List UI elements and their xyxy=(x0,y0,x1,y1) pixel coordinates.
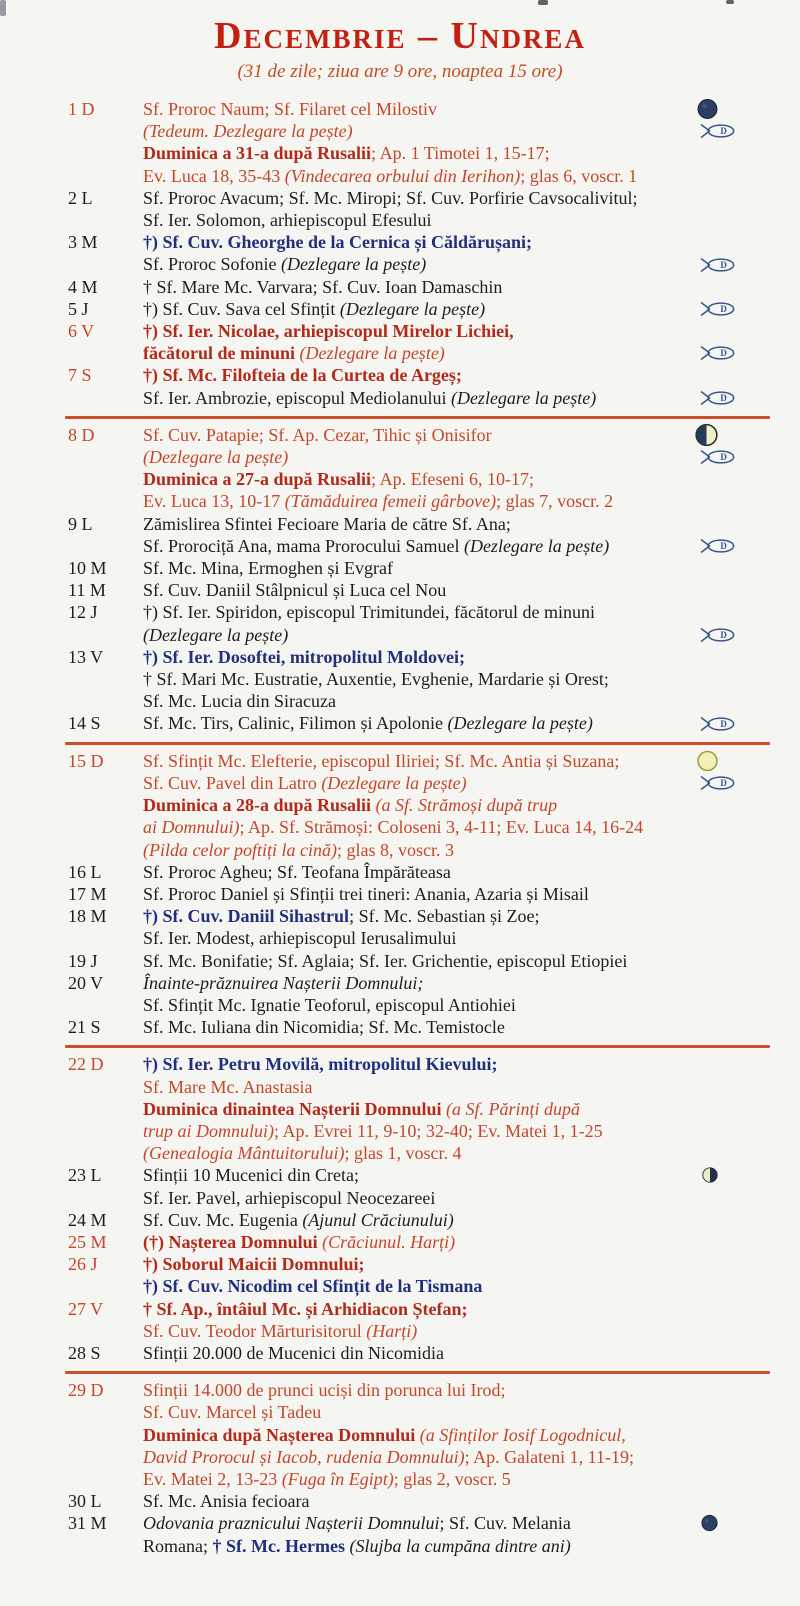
calendar-day-row-7 xyxy=(65,364,770,408)
text-segment: † Sf. Mari Mc. Eustratie, Auxentie, Evghenie, Mardarie și Orest; xyxy=(143,669,609,690)
feast-line xyxy=(143,1231,770,1253)
text-segment: (Ajunul Crăciunului) xyxy=(302,1209,454,1230)
feast-line xyxy=(143,839,770,861)
text-segment: Sfinții 14.000 de prunci uciși din porunca lui Irod; xyxy=(143,1380,506,1401)
feast-line xyxy=(143,772,770,794)
text-segment: Sf. Prorociță Ana, mama Prorocului Samuel xyxy=(143,535,464,556)
feast-line xyxy=(143,1490,770,1512)
text-segment: Sf. Mare Mc. Anastasia xyxy=(143,1076,313,1097)
day-number-label: 20 V xyxy=(68,972,104,993)
text-segment: ; Ap. Evrei 11, 9-10; 32-40; Ev. Matei 1, 1-25 xyxy=(274,1120,603,1141)
day-feast-lines xyxy=(143,1053,770,1164)
fish-icon xyxy=(700,123,738,140)
text-segment: (Slujba la cumpăna dintre ani) xyxy=(349,1535,571,1556)
day-number-label: 29 D xyxy=(68,1380,104,1401)
text-segment: †) Sf. Cuv. Gheorghe de la Cernica și Căldărușani; xyxy=(143,232,533,253)
calendar-day-row-8 xyxy=(65,424,770,513)
text-segment: † Sf. Mc. Hermes xyxy=(212,1535,350,1556)
week-separator xyxy=(65,1045,770,1048)
day-number-label: 2 L xyxy=(68,187,93,208)
day-feast-lines xyxy=(143,1164,770,1208)
calendar-day-row-27 xyxy=(65,1298,770,1342)
feast-line xyxy=(143,1535,770,1557)
day-feast-lines xyxy=(143,98,770,187)
day-feast-lines xyxy=(143,1490,770,1512)
feast-line xyxy=(143,712,770,734)
text-segment: făcătorul de minuni xyxy=(143,343,300,364)
feast-line xyxy=(143,364,770,386)
feast-line xyxy=(143,424,770,446)
calendar-day-row-3 xyxy=(65,231,770,275)
day-feast-lines xyxy=(143,1512,770,1556)
text-segment: Sfinții 10 Mucenici din Creta; xyxy=(143,1165,359,1186)
feast-line xyxy=(143,165,770,187)
moon-phase-icon xyxy=(697,99,718,120)
day-feast-lines xyxy=(143,557,770,579)
week-separator xyxy=(65,742,770,745)
fish-icon xyxy=(700,449,738,466)
moon-phase-icon xyxy=(701,1515,718,1532)
text-segment: Romana; xyxy=(143,1535,213,1556)
text-segment: Înainte-prăznuirea Nașterii Domnului; xyxy=(143,972,424,993)
feast-line xyxy=(143,950,770,972)
feast-line xyxy=(143,1187,770,1209)
day-feast-lines xyxy=(143,950,770,972)
day-number-label: 18 M xyxy=(68,906,107,927)
feast-line xyxy=(143,1076,770,1098)
feast-line xyxy=(143,579,770,601)
text-segment: Duminica după Nașterea Domnului xyxy=(143,1424,420,1445)
calendar-day-row-1 xyxy=(65,98,770,187)
text-segment: Sf. Proroc Agheu; Sf. Teofana Împărăteasa xyxy=(143,861,451,882)
day-number-label: 17 M xyxy=(68,883,107,904)
calendar-day-row-10 xyxy=(65,557,770,579)
day-feast-lines xyxy=(143,750,770,861)
day-feast-lines xyxy=(143,646,770,713)
day-feast-lines xyxy=(143,1209,770,1231)
feast-line xyxy=(143,1379,770,1401)
feast-line xyxy=(143,513,770,535)
fish-icon xyxy=(700,389,738,406)
calendar-day-row-17 xyxy=(65,883,770,905)
text-segment: ; Ap. Galateni 1, 11-19; xyxy=(464,1446,634,1467)
calendar-day-row-15 xyxy=(65,750,770,861)
calendar-day-row-13 xyxy=(65,646,770,713)
calendar-day-row-26 xyxy=(65,1253,770,1297)
feast-line xyxy=(143,1446,770,1468)
day-number-label: 6 V xyxy=(68,321,95,342)
feast-line xyxy=(143,535,770,557)
day-feast-lines xyxy=(143,1253,770,1297)
text-segment: Duminica a 31-a după Rusalii xyxy=(143,143,372,164)
text-segment: (Dezlegare la pește) xyxy=(143,447,289,468)
day-number-label: 26 J xyxy=(68,1254,98,1275)
text-segment: ai Domnului) xyxy=(143,817,240,838)
text-segment: ; glas 8, voscr. 3 xyxy=(336,839,454,860)
text-segment: ; Ap. Sf. Strămoși: Coloseni 3, 4-11; Ev. Luca 14, 16-24 xyxy=(239,817,644,838)
text-segment: ; Sf. Cuv. Melania xyxy=(439,1513,571,1534)
day-feast-lines xyxy=(143,513,770,557)
text-segment: (Genealogia Mântuitorului) xyxy=(143,1143,345,1164)
day-number-label: 22 D xyxy=(68,1054,104,1075)
calendar-header xyxy=(0,0,800,84)
feast-line xyxy=(143,883,770,905)
calendar-day-row-28 xyxy=(65,1342,770,1364)
text-segment: † Sf. Mare Mc. Varvara; Sf. Cuv. Ioan Damaschin xyxy=(143,276,503,297)
text-segment: † Sf. Ap., întâiul Mc. și Arhidiacon Ștefan; xyxy=(143,1298,468,1319)
day-number-label: 16 L xyxy=(68,861,102,882)
svg-text:D: D xyxy=(720,718,727,729)
feast-line xyxy=(143,972,770,994)
text-segment: Sf. Mc. Lucia din Siracuza xyxy=(143,691,336,712)
feast-line xyxy=(143,98,770,120)
text-segment: †) Sf. Cuv. Sava cel Sfințit xyxy=(143,298,340,319)
text-segment: Sf. Cuv. Pavel din Latro xyxy=(143,772,322,793)
month-subtitle: (31 de zile; ziua are 9 ore, noaptea 15 ore) xyxy=(237,61,563,82)
calendar-day-row-25 xyxy=(65,1231,770,1253)
text-segment: Sf. Sfințit Mc. Ignatie Teoforul, episcopul Antiohiei xyxy=(143,994,516,1015)
text-segment: Sf. Mc. Mina, Ermoghen și Evgraf xyxy=(143,558,393,579)
day-number-label: 3 M xyxy=(68,232,98,253)
svg-text:D: D xyxy=(720,452,727,463)
day-number-label: 27 V xyxy=(68,1298,104,1319)
day-feast-lines xyxy=(143,298,770,320)
feast-line xyxy=(143,120,770,142)
feast-line xyxy=(143,490,770,512)
text-segment: Duminica a 28-a după Rusalii xyxy=(143,795,376,816)
day-number-label: 11 M xyxy=(68,580,106,601)
text-segment: Ev. Luca 18, 35-43 xyxy=(143,165,285,186)
feast-line xyxy=(143,1164,770,1186)
feast-line xyxy=(143,624,770,646)
day-feast-lines xyxy=(143,1016,770,1038)
calendar-day-row-9 xyxy=(65,513,770,557)
text-segment: (Tedeum. Dezlegare la pește) xyxy=(143,121,353,142)
text-segment: trup ai Domnului) xyxy=(143,1120,275,1141)
text-segment: ; glas 6, voscr. 1 xyxy=(520,165,638,186)
text-segment: David Prorocul și Iacob, rudenia Domnului) xyxy=(143,1446,465,1467)
text-segment: Sf. Proroc Sofonie xyxy=(143,254,281,275)
week-separator xyxy=(65,416,770,419)
text-segment: Zămislirea Sfintei Fecioare Maria de către Sf. Ana; xyxy=(143,513,511,534)
day-feast-lines xyxy=(143,424,770,513)
feast-line xyxy=(143,231,770,253)
text-segment: Sf. Proroc Daniel și Sfinții trei tineri: Anania, Azaria și Misail xyxy=(143,883,589,904)
day-feast-lines xyxy=(143,276,770,298)
feast-line xyxy=(143,446,770,468)
day-number-label: 13 V xyxy=(68,646,104,667)
day-number-label: 10 M xyxy=(68,558,107,579)
text-segment: Sfinții 20.000 de Mucenici din Nicomidia xyxy=(143,1342,444,1363)
text-segment: (Fuga în Egipt) xyxy=(281,1468,394,1489)
calendar-day-row-16 xyxy=(65,861,770,883)
text-segment: (a Sfinților Iosif Logodnicul, xyxy=(419,1424,626,1445)
day-number-label: 15 D xyxy=(68,750,104,771)
day-feast-lines xyxy=(143,1231,770,1253)
feast-line xyxy=(143,1253,770,1275)
feast-line xyxy=(143,816,770,838)
text-segment: (Pilda celor poftiți la cină) xyxy=(143,839,337,860)
feast-line xyxy=(143,298,770,320)
text-segment: ; glas 1, voscr. 4 xyxy=(344,1143,462,1164)
svg-text:D: D xyxy=(720,126,727,137)
feast-line xyxy=(143,1342,770,1364)
month-title: Decembrie – Undrea xyxy=(214,15,586,57)
day-number-label: 23 L xyxy=(68,1165,102,1186)
moon-phase-icon xyxy=(697,750,718,771)
text-segment: Sf. Cuv. Mc. Eugenia xyxy=(143,1209,303,1230)
text-segment: ; Ap. 1 Timotei 1, 15-17; xyxy=(371,143,550,164)
text-segment: Sf. Proroc Naum; Sf. Filaret cel Milostiv xyxy=(143,99,437,119)
day-feast-lines xyxy=(143,883,770,905)
feast-line xyxy=(143,1142,770,1164)
day-feast-lines xyxy=(143,364,770,408)
text-segment: ; glas 2, voscr. 5 xyxy=(393,1468,511,1489)
day-number-label: 28 S xyxy=(68,1342,101,1363)
text-segment: Duminica a 27-a după Rusalii xyxy=(143,469,372,490)
text-segment: †) Sf. Ier. Dosoftei, mitropolitul Moldovei; xyxy=(143,646,465,667)
text-segment: (a Sf. Părinți după xyxy=(446,1098,581,1119)
calendar-day-row-21 xyxy=(65,1016,770,1038)
svg-text:D: D xyxy=(720,778,727,789)
text-segment: Sf. Cuv. Daniil Stâlpnicul și Luca cel Nou xyxy=(143,580,447,601)
day-feast-lines xyxy=(143,1379,770,1490)
text-segment: Sf. Ier. Solomon, arhiepiscopul Efesului xyxy=(143,210,432,231)
text-segment: †) Sf. Mc. Filofteia de la Curtea de Argeș; xyxy=(143,365,462,386)
day-number-label: 7 S xyxy=(68,365,92,386)
day-number-label: 12 J xyxy=(68,602,98,623)
text-segment: (a Sf. Strămoși după trup xyxy=(375,795,558,816)
feast-line xyxy=(143,1320,770,1342)
feast-line xyxy=(143,861,770,883)
day-number-label: 19 J xyxy=(68,950,98,971)
text-segment: ; Sf. Mc. Sebastian și Zoe; xyxy=(349,906,540,927)
day-feast-lines xyxy=(143,320,770,364)
feast-line xyxy=(143,668,770,690)
day-feast-lines xyxy=(143,861,770,883)
text-segment: Sf. Ier. Pavel, arhiepiscopul Neocezareei xyxy=(143,1187,436,1208)
day-number-label: 24 M xyxy=(68,1209,107,1230)
feast-line xyxy=(143,468,770,490)
feast-line xyxy=(143,276,770,298)
day-feast-lines xyxy=(143,712,770,734)
text-segment: Sf. Sfințit Mc. Elefterie, episcopul Iliriei; Sf. Mc. Antia și Suzana; xyxy=(143,750,620,771)
text-segment: (Dezlegare la pește) xyxy=(143,624,289,645)
feast-line xyxy=(143,1512,770,1534)
calendar-day-row-14 xyxy=(65,712,770,734)
feast-line xyxy=(143,646,770,668)
feast-line xyxy=(143,557,770,579)
text-segment: †) Sf. Ier. Nicolae, arhiepiscopul Mirelor Lichiei, xyxy=(143,321,514,342)
feast-line xyxy=(143,905,770,927)
feast-line xyxy=(143,142,770,164)
calendar-day-row-6 xyxy=(65,320,770,364)
day-feast-lines xyxy=(143,187,770,231)
day-number-label: 14 S xyxy=(68,713,101,734)
text-segment: †) Sf. Ier. Petru Movilă, mitropolitul Kievului; xyxy=(143,1054,498,1075)
calendar-day-row-18 xyxy=(65,905,770,949)
svg-text:D: D xyxy=(720,392,727,403)
text-segment: †) Sf. Ier. Spiridon, episcopul Trimitundei, făcătorul de minuni xyxy=(143,602,595,623)
text-segment: (Vindecarea orbului din Ierihon) xyxy=(284,165,521,186)
feast-line xyxy=(143,1468,770,1490)
feast-line xyxy=(143,253,770,275)
day-number-label: 8 D xyxy=(68,424,95,445)
text-segment: Sf. Cuv. Teodor Mărturisitorul xyxy=(143,1320,367,1341)
day-number-label: 25 M xyxy=(68,1231,107,1252)
feast-line xyxy=(143,1401,770,1423)
text-segment: Sf. Cuv. Patapie; Sf. Ap. Cezar, Tihic și Onisifor xyxy=(143,424,492,445)
svg-text:D: D xyxy=(720,259,727,270)
day-number-label: 5 J xyxy=(68,298,89,319)
day-feast-lines xyxy=(143,905,770,949)
text-segment: †) Sf. Cuv. Nicodim cel Sfințit de la Tismana xyxy=(143,1276,483,1297)
text-segment: (Dezlegare la pește) xyxy=(447,713,593,734)
feast-line xyxy=(143,387,770,409)
text-segment: †) Soborul Maicii Domnului; xyxy=(143,1254,365,1275)
calendar-day-row-24 xyxy=(65,1209,770,1231)
feast-line xyxy=(143,1275,770,1297)
fish-icon xyxy=(700,774,738,791)
feast-line xyxy=(143,1298,770,1320)
feast-line xyxy=(143,750,770,772)
calendar-day-row-30 xyxy=(65,1490,770,1512)
svg-text:D: D xyxy=(720,629,727,640)
text-segment: (Tămăduirea femeii gârbove) xyxy=(284,491,497,512)
day-feast-lines xyxy=(143,601,770,645)
day-feast-lines xyxy=(143,579,770,601)
feast-line xyxy=(143,320,770,342)
text-segment: (Dezlegare la pește) xyxy=(321,772,467,793)
feast-line xyxy=(143,187,770,209)
text-segment: (Dezlegare la pește) xyxy=(281,254,427,275)
svg-text:D: D xyxy=(720,304,727,315)
feast-line xyxy=(143,994,770,1016)
day-number-label: 9 L xyxy=(68,513,93,534)
text-segment: (Crăciunul. Harți) xyxy=(322,1231,456,1252)
day-number-label: 1 D xyxy=(68,99,95,119)
text-segment: Duminica dinaintea Nașterii Domnului xyxy=(143,1098,447,1119)
text-segment: Sf. Mc. Tirs, Calinic, Filimon și Apolonie xyxy=(143,713,448,734)
calendar-day-row-31 xyxy=(65,1512,770,1556)
text-segment: (Dezlegare la pește) xyxy=(339,298,486,319)
text-segment: Odovania praznicului Nașterii Domnului xyxy=(143,1513,440,1534)
day-feast-lines xyxy=(143,972,770,1016)
calendar-day-row-12 xyxy=(65,601,770,645)
feast-line xyxy=(143,1053,770,1075)
fish-icon xyxy=(700,345,738,362)
calendar-day-row-19 xyxy=(65,950,770,972)
week-separator xyxy=(65,1371,770,1374)
day-number-label: 30 L xyxy=(68,1491,102,1512)
feast-line xyxy=(143,1098,770,1120)
feast-line xyxy=(143,1120,770,1142)
text-segment: Sf. Mc. Anisia fecioara xyxy=(143,1491,310,1512)
fish-icon xyxy=(700,256,738,273)
calendar-day-row-29 xyxy=(65,1379,770,1490)
day-feast-lines xyxy=(143,231,770,275)
feast-line xyxy=(143,1424,770,1446)
feast-line xyxy=(143,342,770,364)
calendar-day-row-23 xyxy=(65,1164,770,1208)
calendar-day-row-20 xyxy=(65,972,770,1016)
calendar-day-row-2 xyxy=(65,187,770,231)
text-segment: Sf. Mc. Iuliana din Nicomidia; Sf. Mc. Temistocle xyxy=(143,1017,505,1038)
calendar-day-row-4 xyxy=(65,276,770,298)
text-segment: Sf. Mc. Bonifatie; Sf. Aglaia; Sf. Ier. Grichentie, episcopul Etiopiei xyxy=(143,950,628,971)
calendar-day-row-11 xyxy=(65,579,770,601)
text-segment: Ev. Luca 13, 10-17 xyxy=(143,491,285,512)
scan-artifact xyxy=(726,0,734,4)
fish-icon xyxy=(700,300,738,317)
calendar-day-row-5 xyxy=(65,298,770,320)
text-segment: (Dezlegare la pește) xyxy=(463,535,610,556)
moon-phase-icon xyxy=(702,1167,718,1183)
day-feast-lines xyxy=(143,1298,770,1342)
text-segment: Sf. Proroc Avacum; Sf. Mc. Miropi; Sf. Cuv. Porfirie Cavsocalivitul; xyxy=(143,187,638,208)
fish-icon xyxy=(700,626,738,643)
svg-text:D: D xyxy=(720,541,727,552)
scan-artifact xyxy=(0,0,6,16)
svg-text:D: D xyxy=(720,348,727,359)
day-number-label: 31 M xyxy=(68,1513,107,1534)
feast-line xyxy=(143,927,770,949)
text-segment: Sf. Cuv. Marcel și Tadeu xyxy=(143,1402,322,1423)
day-number-label: 21 S xyxy=(68,1017,101,1038)
day-feast-lines xyxy=(143,1342,770,1364)
text-segment: Ev. Matei 2, 13-23 xyxy=(143,1468,282,1489)
text-segment: (Dezlegare la pește) xyxy=(299,343,445,364)
feast-line xyxy=(143,690,770,712)
text-segment: (Harți) xyxy=(366,1320,418,1341)
feast-line xyxy=(143,209,770,231)
text-segment: (†) Nașterea Domnului xyxy=(143,1231,323,1252)
moon-phase-icon xyxy=(695,423,718,446)
fish-icon xyxy=(700,715,738,732)
text-segment: ; Ap. Efeseni 6, 10-17; xyxy=(371,469,535,490)
day-number-label: 4 M xyxy=(68,276,98,297)
scan-artifact xyxy=(538,0,548,5)
text-segment: †) Sf. Cuv. Daniil Sihastrul xyxy=(143,906,350,927)
calendar-day-row-22 xyxy=(65,1053,770,1164)
feast-line xyxy=(143,1016,770,1038)
feast-line xyxy=(143,1209,770,1231)
text-segment: Sf. Ier. Ambrozie, episcopul Mediolanului xyxy=(143,387,451,408)
text-segment: (Dezlegare la pește) xyxy=(450,387,597,408)
text-segment: Sf. Ier. Modest, arhiepiscopul Ierusalimului xyxy=(143,928,457,949)
text-segment: ; glas 7, voscr. 2 xyxy=(496,491,614,512)
calendar-days xyxy=(65,98,770,1557)
fish-icon xyxy=(700,537,738,554)
feast-line xyxy=(143,601,770,623)
feast-line xyxy=(143,794,770,816)
